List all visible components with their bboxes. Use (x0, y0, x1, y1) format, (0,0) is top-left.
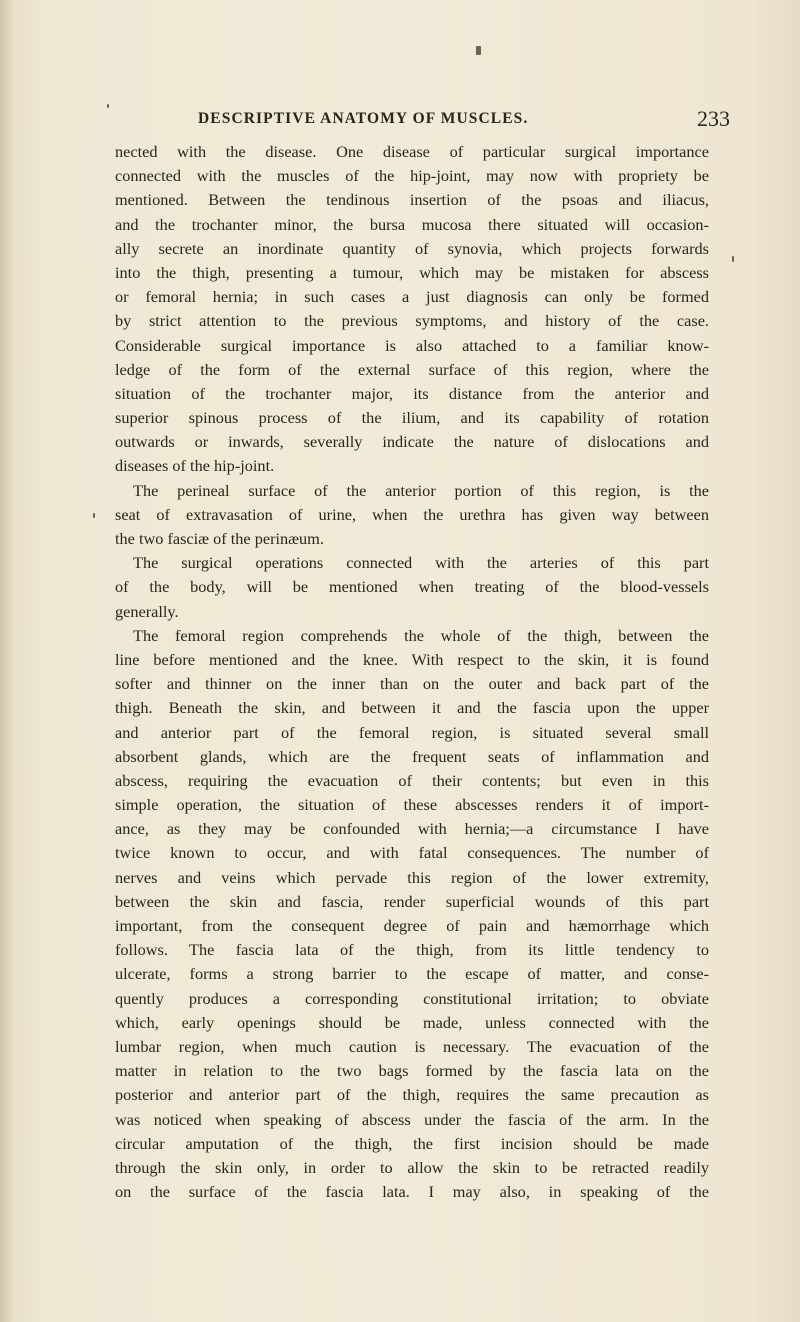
ink-speck (107, 104, 109, 108)
text-line: simple operation, the situation of these abscesses renders it of import- (115, 795, 709, 815)
text-line: quently produces a corresponding constitutional irritation; to obviate (115, 988, 709, 1008)
text-line: on the surface of the fascia lata. I may also, in speaking of the (115, 1182, 709, 1202)
text-line: situation of the trochanter major, its distance from the anterior and (115, 383, 709, 403)
text-line: generally. (115, 601, 179, 621)
text-line: the two fasciæ of the perinæum. (115, 529, 324, 548)
text-line: The femoral region comprehends the whole of the thigh, between the (133, 625, 709, 645)
text-line: nected with the disease. One disease of particular surgical importance (115, 142, 709, 161)
text-line: thigh. Beneath the skin, and between it and the fascia upon the upper (115, 698, 709, 718)
ink-speck (476, 46, 481, 55)
text-line: superior spinous process of the ilium, and its capability of rotation (115, 408, 709, 428)
text-line: absorbent glands, which are the frequent seats of inflammation and (115, 746, 709, 766)
page-binding-shadow (0, 0, 14, 1322)
text-line: line before mentioned and the knee. With respect to the skin, it is found (115, 649, 709, 669)
text-line: nerves and veins which pervade this region of the lower extremity, (115, 867, 709, 887)
text-line: posterior and anterior part of the thigh, requires the same precaution as (115, 1085, 709, 1105)
text-line: into the thigh, presenting a tumour, which may be mistaken for abscess (115, 262, 709, 282)
text-line: seat of extravasation of urine, when the urethra has given way between (115, 504, 709, 524)
text-line: by strict attention to the previous symptoms, and history of the case. (115, 311, 709, 331)
text-line: of the body, will be mentioned when treating of the blood-vessels (115, 577, 709, 597)
running-head: DESCRIPTIVE ANATOMY OF MUSCLES. (198, 110, 529, 127)
text-line: which, early openings should be made, unless connected with the (115, 1012, 709, 1032)
text-line: between the skin and fascia, render superficial wounds of this part (115, 891, 709, 911)
text-line: important, from the consequent degree of pain and hæmorrhage which (115, 916, 709, 935)
text-line: was noticed when speaking of abscess under the fascia of the arm. In the (115, 1109, 709, 1129)
text-line: or femoral hernia; in such cases a just diagnosis can only be formed (115, 287, 709, 307)
text-line: The surgical operations connected with the arteries of this part (133, 553, 709, 573)
text-line: follows. The fascia lata of the thigh, from its little tendency to (115, 940, 709, 960)
text-line: The perineal surface of the anterior portion of this region, is the (133, 480, 709, 500)
body-text (115, 140, 709, 1204)
text-line: Considerable surgical importance is also attached to a familiar know- (115, 335, 709, 355)
ink-speck (732, 256, 734, 262)
text-line: twice known to occur, and with fatal consequences. The number of (115, 843, 709, 863)
text-line: through the skin only, in order to allow the skin to be retracted readily (115, 1157, 709, 1177)
text-line: ally secrete an inordinate quantity of synovia, which projects forwards (115, 238, 709, 258)
text-line: ance, as they may be confounded with hernia;—a circumstance I have (115, 819, 709, 839)
text-line: and anterior part of the femoral region, is situated several small (115, 722, 709, 742)
text-line: and the trochanter minor, the bursa mucosa there situated will occasion- (115, 214, 709, 234)
text-line: lumbar region, when much caution is necessary. The evacuation of the (115, 1036, 709, 1056)
page-header (120, 106, 730, 136)
text-line: abscess, requiring the evacuation of their contents; but even in this (115, 770, 709, 790)
text-line: matter in relation to the two bags formed by the fascia lata on the (115, 1061, 709, 1081)
page-number: 233 (697, 106, 730, 131)
text-line: diseases of the hip-joint. (115, 456, 275, 476)
text-line: circular amputation of the thigh, the first incision should be made (115, 1133, 709, 1153)
text-line: ledge of the form of the external surface of this region, where the (115, 359, 709, 379)
ink-speck (93, 513, 95, 518)
text-line: mentioned. Between the tendinous insertion of the psoas and iliacus, (115, 190, 709, 210)
text-line: outwards or inwards, severally indicate the nature of dislocations and (115, 432, 709, 452)
text-line: ulcerate, forms a strong barrier to the escape of matter, and conse- (115, 964, 709, 984)
text-line: softer and thinner on the inner than on the outer and back part of the (115, 674, 709, 694)
text-line: connected with the muscles of the hip-joint, may now with propriety be (115, 166, 709, 186)
